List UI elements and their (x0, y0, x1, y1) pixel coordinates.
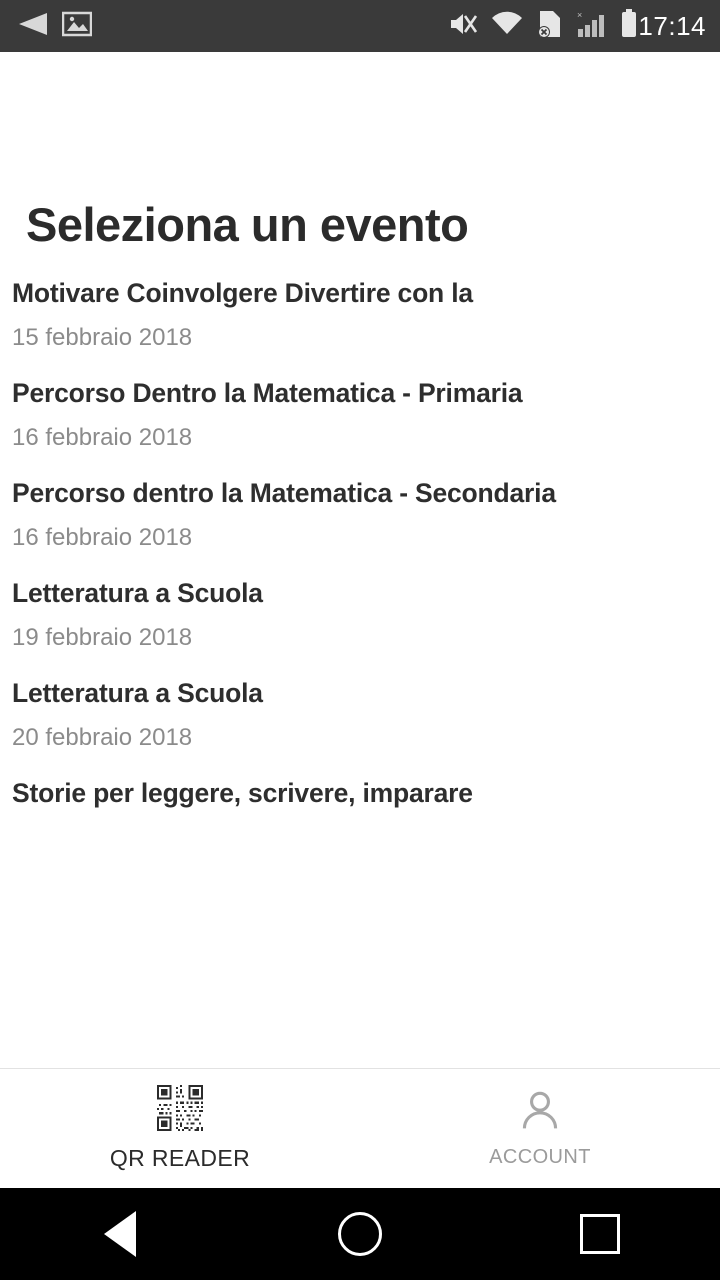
tab-qr-reader[interactable] (0, 1069, 360, 1188)
list-item[interactable] (12, 371, 708, 471)
bottom-tab-bar (0, 1068, 720, 1188)
list-item[interactable] (12, 671, 708, 771)
tab-account[interactable] (360, 1069, 720, 1188)
status-bar-right-icons (448, 9, 638, 44)
event-list (12, 271, 708, 828)
recents-nav-button[interactable] (540, 1188, 660, 1280)
back-nav-button[interactable] (60, 1188, 180, 1280)
event-name: Letteratura a Scuola (12, 578, 263, 609)
back-arrow-icon (14, 11, 48, 42)
home-nav-button[interactable] (300, 1188, 420, 1280)
qr-code-icon (157, 1085, 203, 1131)
mute-icon (448, 10, 478, 43)
event-name: Percorso Dentro la Matematica - Primaria (12, 378, 523, 409)
image-icon (62, 11, 92, 42)
event-date: 19 febbraio 2018 (12, 624, 193, 652)
list-item[interactable] (12, 271, 708, 371)
status-bar (0, 0, 720, 52)
event-date: 20 febbraio 2018 (12, 724, 193, 752)
list-item[interactable] (12, 771, 708, 828)
person-icon (518, 1088, 562, 1132)
status-bar-left-icons (14, 11, 92, 42)
signal-icon (576, 9, 608, 44)
event-name: Storie per leggere, scrivere, imparare (12, 777, 473, 808)
list-item[interactable] (12, 571, 708, 671)
tab-label-account: ACCOUNT (489, 1146, 591, 1168)
event-name: Letteratura a Scuola (12, 678, 263, 709)
android-navigation-bar (0, 1188, 720, 1280)
page-title: Seleziona un evento (26, 198, 469, 251)
battery-icon (620, 9, 638, 44)
tab-label-qr-reader: QR READER (109, 1145, 251, 1171)
event-date: 16 febbraio 2018 (12, 424, 193, 452)
event-name: Motivare Coinvolgere Divertire con la (12, 278, 473, 309)
circle-home-icon (338, 1212, 382, 1256)
square-recents-icon (580, 1214, 620, 1254)
wifi-icon (490, 11, 524, 42)
document-error-icon (536, 9, 564, 44)
event-selection-screen (0, 52, 720, 1068)
event-date: 15 febbraio 2018 (12, 324, 193, 352)
svg-text:×: × (577, 9, 583, 20)
status-bar-clock: 17:14 (638, 10, 706, 41)
event-date: 16 febbraio 2018 (12, 524, 193, 552)
event-name: Percorso dentro la Matematica - Secondaria (12, 478, 556, 509)
list-item[interactable] (12, 471, 708, 571)
triangle-back-icon (104, 1211, 136, 1257)
